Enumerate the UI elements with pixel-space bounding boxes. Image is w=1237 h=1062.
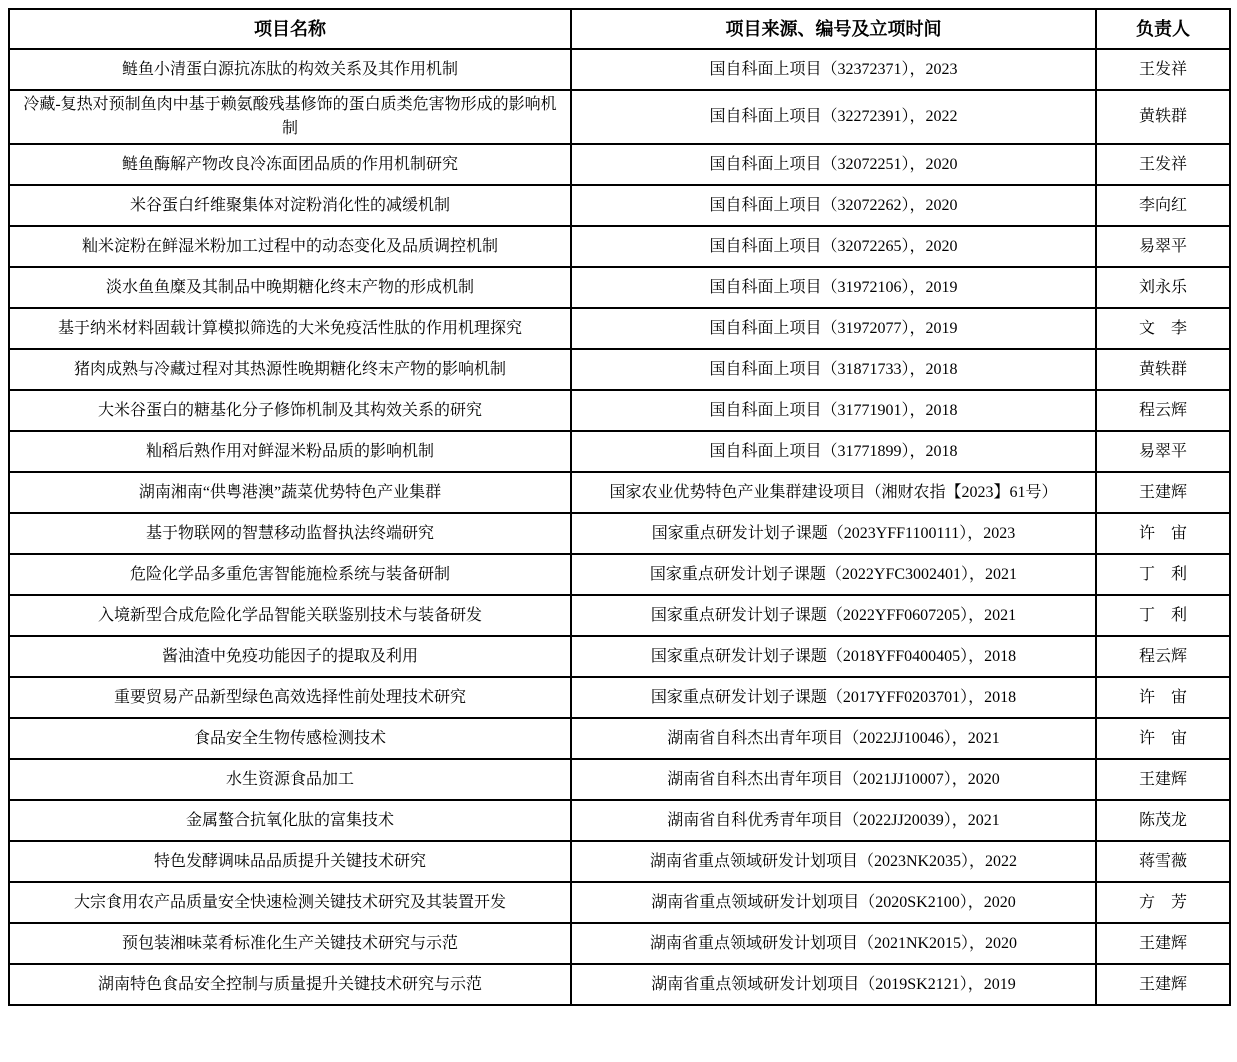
header-project-name: 项目名称 [9,9,571,49]
leader-cell: 刘永乐 [1096,267,1230,308]
project-name-cell: 湖南湘南“供粤港澳”蔬菜优势特色产业集群 [9,472,571,513]
leader-cell: 程云辉 [1096,636,1230,677]
table-header [9,9,1230,49]
leader-cell: 许 宙 [1096,718,1230,759]
project-name-cell: 入境新型合成危险化学品智能关联鉴别技术与装备研发 [9,595,571,636]
project-source-cell: 国家重点研发计划子课题（2018YFF0400405），2018 [571,636,1096,677]
table-row [9,431,1230,472]
leader-cell: 李向红 [1096,185,1230,226]
leader-cell: 方 芳 [1096,882,1230,923]
table-row [9,554,1230,595]
table-row [9,677,1230,718]
leader-cell: 黄轶群 [1096,349,1230,390]
project-source-cell: 国家重点研发计划子课题（2022YFC3002401），2021 [571,554,1096,595]
project-name-cell: 预包装湘味菜肴标准化生产关键技术研究与示范 [9,923,571,964]
project-source-cell: 湖南省自科杰出青年项目（2021JJ10007），2020 [571,759,1096,800]
project-source-cell: 国自科面上项目（31871733），2018 [571,349,1096,390]
project-source-cell: 湖南省重点领域研发计划项目（2019SK2121），2019 [571,964,1096,1005]
header-row [9,9,1230,49]
leader-cell: 黄轶群 [1096,90,1230,144]
project-source-cell: 国自科面上项目（32072262），2020 [571,185,1096,226]
header-leader: 负责人 [1096,9,1230,49]
project-source-cell: 国家重点研发计划子课题（2023YFF1100111），2023 [571,513,1096,554]
table-row [9,882,1230,923]
table-row [9,636,1230,677]
table-row [9,759,1230,800]
leader-cell: 王建辉 [1096,923,1230,964]
project-name-cell: 大米谷蛋白的糖基化分子修饰机制及其构效关系的研究 [9,390,571,431]
projects-table-container [8,8,1231,1006]
table-row [9,800,1230,841]
table-row [9,308,1230,349]
project-source-cell: 国自科面上项目（32272391），2022 [571,90,1096,144]
table-row [9,390,1230,431]
leader-cell: 易翠平 [1096,226,1230,267]
leader-cell: 许 宙 [1096,677,1230,718]
project-name-cell: 重要贸易产品新型绿色高效选择性前处理技术研究 [9,677,571,718]
project-source-cell: 湖南省重点领域研发计划项目（2020SK2100），2020 [571,882,1096,923]
leader-cell: 陈茂龙 [1096,800,1230,841]
table-row [9,349,1230,390]
project-source-cell: 国家重点研发计划子课题（2022YFF0607205），2021 [571,595,1096,636]
project-source-cell: 湖南省重点领域研发计划项目（2021NK2015），2020 [571,923,1096,964]
project-name-cell: 食品安全生物传感检测技术 [9,718,571,759]
project-source-cell: 国自科面上项目（31771899），2018 [571,431,1096,472]
project-source-cell: 国自科面上项目（32072251），2020 [571,144,1096,185]
table-row [9,49,1230,90]
leader-cell: 丁 利 [1096,554,1230,595]
table-body [9,49,1230,1005]
table-row [9,595,1230,636]
project-name-cell: 酱油渣中免疫功能因子的提取及利用 [9,636,571,677]
project-name-cell: 鲢鱼酶解产物改良冷冻面团品质的作用机制研究 [9,144,571,185]
table-row [9,841,1230,882]
project-name-cell: 湖南特色食品安全控制与质量提升关键技术研究与示范 [9,964,571,1005]
leader-cell: 王发祥 [1096,144,1230,185]
header-project-source: 项目来源、编号及立项时间 [571,9,1096,49]
project-name-cell: 基于纳米材料固载计算模拟筛选的大米免疫活性肽的作用机理探究 [9,308,571,349]
table-row [9,964,1230,1005]
project-source-cell: 湖南省自科优秀青年项目（2022JJ20039），2021 [571,800,1096,841]
table-row [9,923,1230,964]
leader-cell: 王发祥 [1096,49,1230,90]
project-source-cell: 国自科面上项目（31972077），2019 [571,308,1096,349]
project-source-cell: 国家农业优势特色产业集群建设项目（湘财农指【2023】61号） [571,472,1096,513]
table-row [9,185,1230,226]
leader-cell: 许 宙 [1096,513,1230,554]
leader-cell: 文 李 [1096,308,1230,349]
leader-cell: 程云辉 [1096,390,1230,431]
project-source-cell: 国自科面上项目（31972106），2019 [571,267,1096,308]
project-name-cell: 水生资源食品加工 [9,759,571,800]
table-row [9,472,1230,513]
leader-cell: 王建辉 [1096,964,1230,1005]
project-name-cell: 淡水鱼鱼糜及其制品中晚期糖化终末产物的形成机制 [9,267,571,308]
project-name-cell: 危险化学品多重危害智能施检系统与装备研制 [9,554,571,595]
projects-table [8,8,1231,1006]
table-row [9,718,1230,759]
project-source-cell: 国家重点研发计划子课题（2017YFF0203701），2018 [571,677,1096,718]
project-name-cell: 基于物联网的智慧移动监督执法终端研究 [9,513,571,554]
leader-cell: 王建辉 [1096,759,1230,800]
project-source-cell: 湖南省重点领域研发计划项目（2023NK2035），2022 [571,841,1096,882]
project-source-cell: 湖南省自科杰出青年项目（2022JJ10046），2021 [571,718,1096,759]
table-row [9,90,1230,144]
project-name-cell: 金属螯合抗氧化肽的富集技术 [9,800,571,841]
project-name-cell: 米谷蛋白纤维聚集体对淀粉消化性的减缓机制 [9,185,571,226]
project-name-cell: 鲢鱼小清蛋白源抗冻肽的构效关系及其作用机制 [9,49,571,90]
project-name-cell: 特色发酵调味品品质提升关键技术研究 [9,841,571,882]
table-row [9,513,1230,554]
project-name-cell: 大宗食用农产品质量安全快速检测关键技术研究及其装置开发 [9,882,571,923]
project-name-cell: 猪肉成熟与冷藏过程对其热源性晚期糖化终末产物的影响机制 [9,349,571,390]
leader-cell: 丁 利 [1096,595,1230,636]
leader-cell: 易翠平 [1096,431,1230,472]
leader-cell: 蒋雪薇 [1096,841,1230,882]
project-name-cell: 籼米淀粉在鲜湿米粉加工过程中的动态变化及品质调控机制 [9,226,571,267]
table-row [9,267,1230,308]
project-source-cell: 国自科面上项目（31771901），2018 [571,390,1096,431]
table-row [9,226,1230,267]
project-source-cell: 国自科面上项目（32372371），2023 [571,49,1096,90]
project-source-cell: 国自科面上项目（32072265），2020 [571,226,1096,267]
project-name-cell: 冷藏-复热对预制鱼肉中基于赖氨酸残基修饰的蛋白质类危害物形成的影响机制 [9,90,571,144]
project-name-cell: 籼稻后熟作用对鲜湿米粉品质的影响机制 [9,431,571,472]
leader-cell: 王建辉 [1096,472,1230,513]
table-row [9,144,1230,185]
